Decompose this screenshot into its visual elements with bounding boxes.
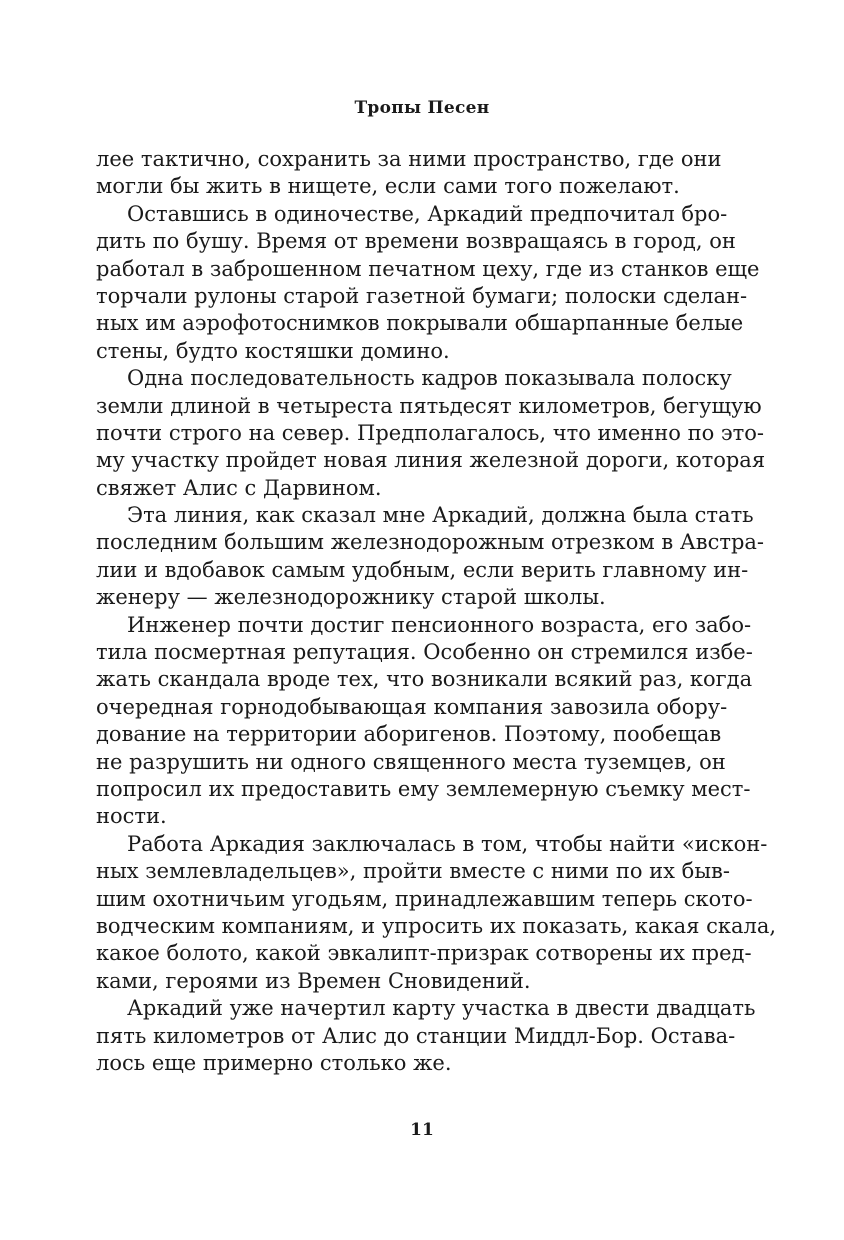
paragraph <box>96 502 765 612</box>
text-line: ками, героями из Времен Сновидений. <box>96 968 531 993</box>
text-line: Оставшись в одиночестве, Аркадий предпочитал бро- <box>127 201 728 226</box>
paragraph <box>96 365 766 502</box>
text-line: попросил их предоставить ему землемерную съемку мест- <box>96 776 751 801</box>
text-line: очередная горнодобывающая компания завозила обору- <box>96 694 728 719</box>
text-line: водческим компаниям, и упросить их показать, какая скала, <box>96 913 777 938</box>
text-line: почти строго на север. Предполагалось, что именно по это- <box>96 420 765 445</box>
text-line: дить по бушу. Время от времени возвращаясь в город, он <box>96 229 736 254</box>
text-line: Инженер почти достиг пенсионного возраста, его забо- <box>127 612 752 637</box>
text-line: стены, будто костяшки домино. <box>96 338 450 363</box>
text-line: дование на территории аборигенов. Поэтому, пообещав <box>96 722 722 747</box>
text-line: Аркадий уже начертил карту участка в двести двадцать <box>127 996 756 1021</box>
text-line: последним большим железнодорожным отрезком в Австра- <box>96 530 765 555</box>
text-line: лии и вдобавок самым удобным, если верить главному ин- <box>96 557 749 582</box>
text-line: не разрушить ни одного священного места туземцев, он <box>96 749 726 774</box>
text-line: ных им аэрофотоснимков покрывали обшарпанные белые <box>96 311 744 336</box>
text-line: шим охотничьим угодьям, принадлежавшим теперь ското- <box>96 886 753 911</box>
text-line: Одна последовательность кадров показывала полоску <box>127 366 732 391</box>
text-line: лее тактично, сохранить за ними пространство, где они <box>96 147 722 171</box>
text-line: тила посмертная репутация. Особенно он стремился избе- <box>96 640 753 665</box>
text-line: Работа Аркадия заключалась в том, чтобы найти «искон- <box>127 831 768 856</box>
text-line: свяжет Алис с Дарвином. <box>96 475 382 500</box>
paragraph <box>96 146 722 201</box>
text-line: земли длиной в четыреста пятьдесят километров, бегущую <box>96 393 762 418</box>
text-line: ности. <box>96 804 167 829</box>
running-head: Тропы Песен <box>354 98 490 118</box>
text-line: му участку пройдет новая линия железной дороги, которая <box>96 448 766 473</box>
paragraph <box>96 612 753 831</box>
text-line: работал в заброшенном печатном цеху, где из станков еще <box>96 256 760 281</box>
paragraph <box>96 201 760 365</box>
text-line: какое болото, какой эвкалипт-призрак сотворены их пред- <box>96 941 752 966</box>
text-line: женеру — железнодорожнику старой школы. <box>96 585 606 610</box>
paragraph <box>96 831 777 995</box>
text-line: могли бы жить в нищете, если сами того пожелают. <box>96 174 680 199</box>
text-line: торчали рулоны старой газетной бумаги; полоски сделан- <box>96 283 748 308</box>
paragraph <box>96 995 756 1077</box>
text-line: лось еще примерно столько же. <box>96 1050 452 1075</box>
text-line: жать скандала вроде тех, что возникали всякий раз, когда <box>96 667 753 692</box>
text-line: Эта линия, как сказал мне Аркадий, должна была стать <box>127 503 754 528</box>
text-line: ных землевладельцев», пройти вместе с ними по их быв- <box>96 859 730 884</box>
text-line: пять километров от Алис до станции Миддл-Бор. Остава- <box>96 1023 736 1048</box>
page-number: 11 <box>410 1120 434 1140</box>
body-text <box>96 146 777 1077</box>
